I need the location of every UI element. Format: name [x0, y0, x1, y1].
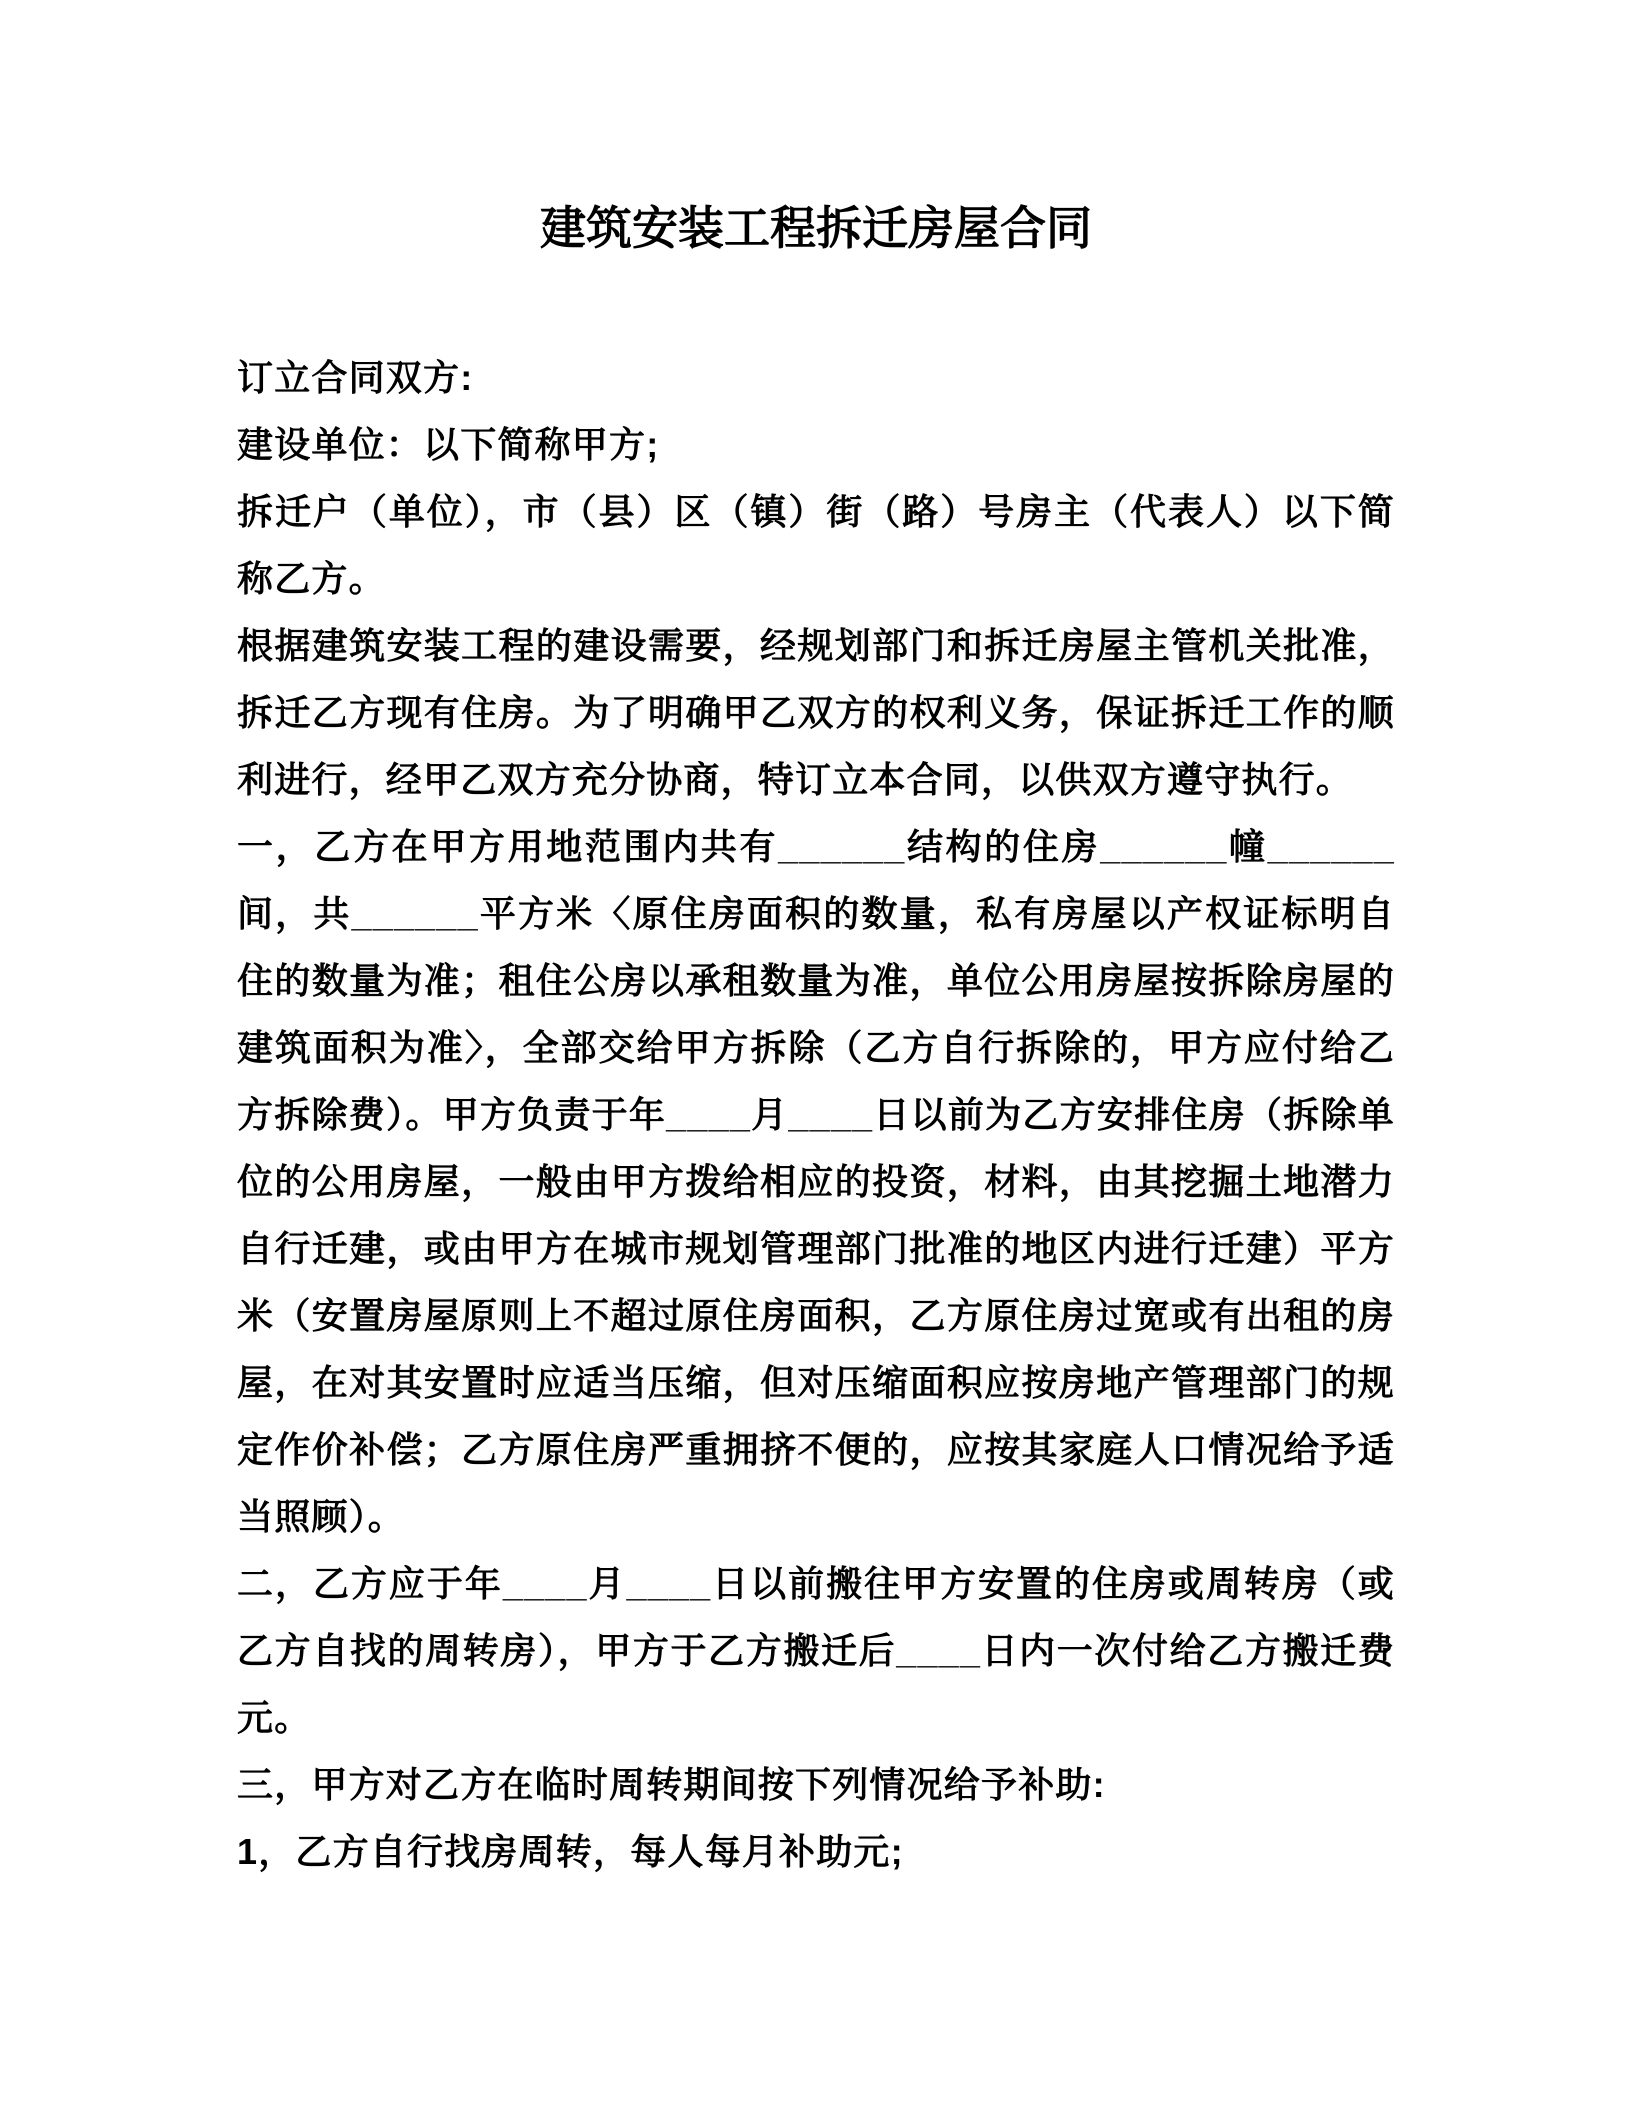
document-paragraph: 订立合同双方: — [237, 356, 474, 398]
document-paragraph: 一，乙方在甲方用地范围内共有______结构的住房______幢______间，共______平方米〈原住房面积的数量，私有房屋以产权证标明自住的数量为准；租住公房以承租数量为准，单位公用房屋按拆除房屋的建筑面积为准〉，全部交给甲方拆除（乙方自行拆除的，甲方应付给乙方拆除费）。甲方负责于年____月____日以前为乙方安排住房（拆除单位的公用房屋，一般由甲方拨给相应的投资，材料，由其挖掘土地潜力自行迁建，或由甲方在城市规划管理部门批准的地区内进行迁建）平方米（安置房屋原则上不超过原住房面积，乙方原住房过宽或有出租的房屋，在对其安置时应适当压缩，但对压缩面积应按房地产管理部门的规定作价补偿；乙方原住房严重拥挤不便的，应按其家庭人口情况给予适当照顾）。 — [237, 825, 1395, 1537]
document-title: 建筑安装工程拆迁房屋合同 — [540, 202, 1092, 254]
document-body — [237, 344, 1395, 1885]
document-paragraph: 拆迁户（单位），市（县）区（镇）街（路）号房主（代表人）以下简称乙方。 — [237, 490, 1395, 599]
document-paragraph: 1，乙方自行找房周转，每人每月补助元; — [237, 1830, 904, 1872]
document-paragraph: 三，甲方对乙方在临时周转期间按下列情况给予补助: — [237, 1763, 1106, 1805]
document-paragraph: 建设单位：以下简称甲方; — [237, 423, 660, 465]
document-paragraph: 根据建筑安装工程的建设需要，经规划部门和拆迁房屋主管机关批准，拆迁乙方现有住房。为了明确甲乙双方的权利义务，保证拆迁工作的顺利进行，经甲乙双方充分协商，特订立本合同，以供双方遵守执行。 — [237, 624, 1395, 800]
document-content — [237, 203, 1395, 1885]
document-paragraph: 二，乙方应于年____月____日以前搬往甲方安置的住房或周转房（或乙方自找的周转房），甲方于乙方搬迁后____日内一次付给乙方搬迁费元。 — [237, 1562, 1395, 1738]
